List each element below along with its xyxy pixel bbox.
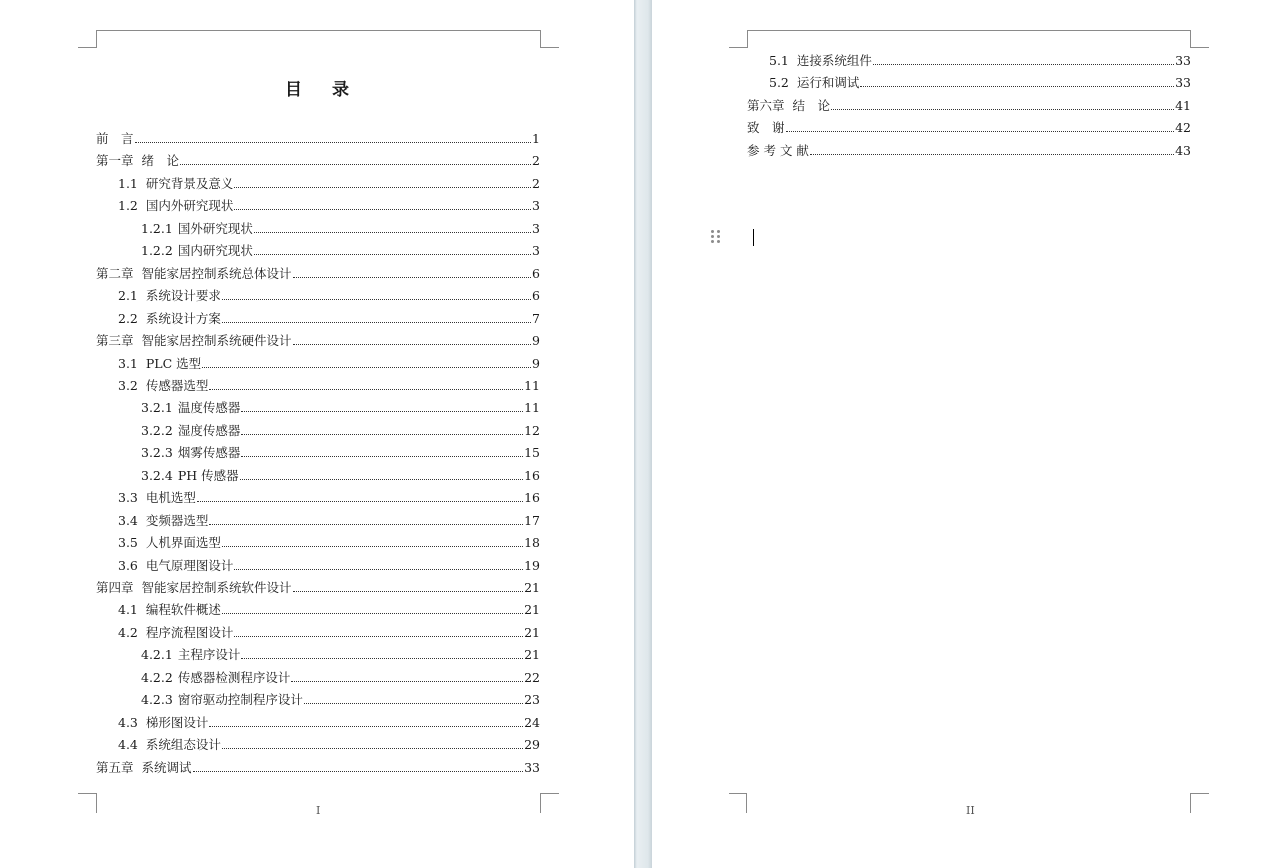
toc-entry-title: 传感器检测程序设计: [177, 669, 291, 685]
toc-entry-title: 电气原理图设计: [145, 557, 234, 573]
page-number-1: I: [316, 804, 321, 817]
toc-entry-title: 湿度传感器: [177, 422, 241, 438]
toc-entry[interactable]: [118, 599, 540, 617]
toc-entry-number: 参 考 文 献: [747, 142, 809, 158]
toc-entry[interactable]: [118, 510, 540, 528]
page1-corner-mark: [540, 793, 541, 813]
page1-header-box: [96, 30, 541, 48]
toc-leader-dots: [293, 344, 532, 345]
toc-entry-number: 4.4: [118, 737, 138, 753]
toc-entry-title: 电机选型: [145, 490, 196, 506]
toc-entry[interactable]: [769, 72, 1191, 90]
toc-entry[interactable]: [118, 555, 540, 573]
page2-corner-mark: [1191, 47, 1209, 48]
toc-leader-dots: [222, 748, 523, 749]
toc-leader-dots: [291, 681, 523, 682]
page1-corner-mark: [541, 793, 559, 794]
toc-entry-number: 2.2: [118, 310, 138, 326]
toc-leader-dots: [241, 434, 523, 435]
page1-corner-mark: [541, 47, 559, 48]
toc-entry[interactable]: [141, 644, 540, 662]
toc-entry-page: 9: [532, 355, 540, 371]
toc-entry-title: 梯形图设计: [145, 714, 209, 730]
toc-entry-title: 程序流程图设计: [145, 624, 234, 640]
toc-leader-dots: [234, 569, 523, 570]
toc-entry-title: 编程软件概述: [145, 602, 221, 618]
toc-entry-page: 3: [532, 198, 540, 214]
toc-entry-number: 3.2.1: [141, 400, 173, 416]
toc-leader-dots: [254, 232, 531, 233]
toc-leader-dots: [209, 726, 523, 727]
toc-entry[interactable]: [96, 757, 540, 775]
toc-entry-page: 19: [524, 557, 540, 573]
toc-entry[interactable]: [747, 95, 1191, 113]
toc-entry-page: 12: [524, 422, 540, 438]
toc-leader-dots: [293, 277, 532, 278]
toc-entry-number: 1.2.2: [141, 243, 173, 259]
toc-entry[interactable]: [141, 420, 540, 438]
toc-entry-page: 41: [1175, 97, 1191, 113]
toc-leader-dots: [810, 154, 1174, 155]
toc-leader-dots: [234, 636, 523, 637]
toc-leader-dots: [222, 613, 523, 614]
toc-entry-title: 传感器选型: [145, 377, 209, 393]
toc-entry-title: 国内研究现状: [177, 243, 253, 259]
toc-entry-page: 29: [524, 737, 540, 753]
toc-entry-page: 2: [532, 175, 540, 191]
toc-entry[interactable]: [141, 442, 540, 460]
toc-entry[interactable]: [141, 218, 540, 236]
toc-entry-title: 人机界面选型: [145, 535, 221, 551]
toc-entry[interactable]: [96, 150, 540, 168]
toc-leader-dots: [222, 322, 531, 323]
toc-entry-number: 5.2: [769, 75, 789, 91]
toc-entry-number: 1.1: [118, 175, 138, 191]
toc-leader-dots: [241, 456, 523, 457]
toc-entry-number: 5.1: [769, 53, 789, 68]
toc-entry-number: 1.2: [118, 198, 138, 214]
toc-entry[interactable]: [118, 734, 540, 752]
toc-entry-page: 22: [524, 669, 540, 685]
toc-leader-dots: [241, 658, 523, 659]
toc-entry[interactable]: [141, 465, 540, 483]
toc-entry-number: 3.4: [118, 512, 138, 528]
toc-leader-dots: [786, 131, 1175, 132]
toc-entry-title: 国外研究现状: [177, 220, 253, 236]
toc-entry-number: 第四章: [96, 580, 134, 595]
toc-leader-dots: [197, 501, 523, 502]
toc-leader-dots: [209, 389, 523, 390]
toc-leader-dots: [293, 591, 524, 592]
toc-leader-dots: [860, 86, 1174, 87]
toc-leader-dots: [135, 142, 532, 143]
toc-leader-dots: [222, 299, 531, 300]
toc-entry-number: 2.1: [118, 288, 138, 304]
toc-entry-number: 第一章: [96, 153, 134, 169]
toc-leader-dots: [241, 411, 523, 412]
toc-entry-title: 烟雾传感器: [177, 445, 241, 461]
toc-entry-number: 第二章: [96, 265, 134, 281]
toc-entry-page: 3: [532, 220, 540, 236]
toc-entry-page: 33: [1175, 53, 1191, 68]
toc-entry-number: 3.5: [118, 535, 138, 551]
toc-entry-title: 国内外研究现状: [145, 198, 234, 214]
toc-entry-page: 15: [524, 445, 540, 461]
toc-entry-page: 24: [524, 714, 540, 730]
toc-entry-number: 第三章: [96, 333, 134, 349]
toc-entry-page: 11: [524, 400, 540, 416]
toc-entry-page: 23: [524, 692, 540, 708]
toc-entry-number: 4.3: [118, 714, 138, 730]
toc-leader-dots: [202, 367, 531, 368]
toc-entry-page: 3: [532, 243, 540, 259]
toc-entry-title: 窗帘驱动控制程序设计: [177, 692, 303, 708]
toc-entry-title: 系统设计要求: [145, 288, 221, 304]
page2-corner-mark: [729, 47, 747, 48]
toc-entry[interactable]: [96, 330, 540, 348]
toc-entry[interactable]: [118, 285, 540, 303]
toc-entry-page: 1: [532, 131, 540, 146]
toc-entry[interactable]: [141, 397, 540, 415]
toc-entry-title: 研究背景及意义: [145, 175, 234, 191]
toc-leader-dots: [254, 254, 531, 255]
toc-entry-page: 11: [524, 377, 540, 393]
toc-entry[interactable]: [118, 195, 540, 213]
toc-entry-title: 绪 论: [141, 153, 180, 169]
toc-entry-page: 43: [1175, 142, 1191, 158]
toc-entry-page: 33: [524, 759, 540, 775]
page1-corner-mark: [96, 793, 97, 813]
toc-entry-title: 温度传感器: [177, 400, 241, 416]
toc-leader-dots: [831, 109, 1174, 110]
toc-entry[interactable]: [118, 622, 540, 640]
toc-entry[interactable]: [96, 128, 540, 146]
toc-entry-page: 6: [532, 265, 540, 281]
drag-handle-icon[interactable]: [711, 229, 721, 245]
toc-entry-number: 3.2: [118, 377, 138, 393]
toc-entry-page: 21: [524, 624, 540, 640]
toc-entry-number: 4.1: [118, 602, 138, 618]
toc-entry-title: 运行和调试: [796, 75, 860, 91]
toc-entry-page: 33: [1175, 75, 1191, 91]
toc-entry-title: 主程序设计: [177, 647, 241, 663]
page-number-2: II: [966, 804, 975, 817]
toc-entry-title: 系统设计方案: [145, 310, 221, 326]
toc-entry-number: 3.3: [118, 490, 138, 506]
toc-entry-number: 4.2.3: [141, 692, 173, 708]
toc-entry[interactable]: [141, 667, 540, 685]
page2-header-box: [747, 30, 1191, 48]
toc-entry-number: 第五章: [96, 759, 134, 775]
toc-entry[interactable]: [118, 712, 540, 730]
toc-entry[interactable]: [96, 263, 540, 281]
toc-entry[interactable]: [118, 487, 540, 505]
toc-entry-page: 7: [532, 310, 540, 326]
toc-entry-number: 4.2: [118, 624, 138, 640]
toc-entry-page: 18: [524, 535, 540, 551]
toc-leader-dots: [180, 164, 531, 165]
toc-entry-title: 智能家居控制系统软件设计: [141, 580, 292, 595]
toc-entry-number: 3.1: [118, 355, 138, 371]
toc-leader-dots: [304, 703, 523, 704]
toc-entry-title: 智能家居控制系统硬件设计: [141, 333, 292, 349]
toc-leader-dots: [193, 771, 524, 772]
toc-entry-page: 6: [532, 288, 540, 304]
text-cursor[interactable]: [753, 229, 754, 246]
page2-corner-mark: [729, 793, 747, 794]
page1-corner-mark: [78, 793, 96, 794]
toc-entry-number: 3.2.3: [141, 445, 173, 461]
toc-entry-number: 1.2.1: [141, 220, 173, 236]
toc-entry-number: 3.2.4: [141, 467, 173, 483]
toc-entry-title: 系统组态设计: [145, 737, 221, 753]
toc-entry-page: 9: [532, 333, 540, 349]
toc-entry[interactable]: [118, 353, 540, 371]
toc-entry[interactable]: [118, 173, 540, 191]
toc-entry-number: 3.6: [118, 557, 138, 573]
toc-entry-title: 智能家居控制系统总体设计: [141, 265, 292, 281]
toc-title: 目 录: [285, 80, 361, 100]
toc-leader-dots: [240, 479, 523, 480]
toc-leader-dots: [234, 187, 531, 188]
page1-corner-mark: [78, 47, 96, 48]
toc-entry-title: 系统调试: [141, 759, 192, 775]
toc-entry-title: 变频器选型: [145, 512, 209, 528]
toc-entry-number: 致 谢: [747, 120, 785, 136]
toc-entry[interactable]: [118, 532, 540, 550]
toc-entry-page: 16: [524, 490, 540, 506]
toc-entry[interactable]: [769, 50, 1191, 68]
toc-leader-dots: [222, 546, 523, 547]
toc-entry-number: 3.2.2: [141, 422, 173, 438]
toc-leader-dots: [873, 64, 1174, 65]
toc-entry[interactable]: [118, 308, 540, 326]
toc-leader-dots: [209, 524, 523, 525]
toc-entry[interactable]: [118, 375, 540, 393]
toc-entry[interactable]: [96, 577, 540, 595]
toc-entry-title: 连接系统组件: [796, 53, 872, 68]
toc-entry[interactable]: [747, 140, 1191, 158]
toc-entry-page: 16: [524, 467, 540, 483]
toc-entry-number: 4.2.2: [141, 669, 173, 685]
toc-entry-page: 21: [524, 580, 540, 595]
page2-corner-mark: [746, 793, 747, 813]
toc-entry-page: 21: [524, 647, 540, 663]
toc-entry-page: 42: [1175, 120, 1191, 136]
page-gutter: [634, 0, 652, 868]
toc-entry-number: 4.2.1: [141, 647, 173, 663]
page2-corner-mark: [1190, 793, 1191, 813]
toc-entry-title: PH 传感器: [177, 467, 239, 483]
toc-entry[interactable]: [141, 240, 540, 258]
toc-entry[interactable]: [141, 689, 540, 707]
toc-leader-dots: [234, 209, 531, 210]
toc-entry-title: PLC 选型: [145, 355, 202, 371]
toc-entry-page: 21: [524, 602, 540, 618]
page2-corner-mark: [1191, 793, 1209, 794]
toc-entry-number: 前 言: [96, 131, 134, 146]
toc-entry-title: 结 论: [792, 97, 831, 113]
toc-entry-page: 2: [532, 153, 540, 169]
toc-entry-page: 17: [524, 512, 540, 528]
toc-entry-number: 第六章: [747, 97, 785, 113]
toc-entry[interactable]: [747, 117, 1191, 135]
